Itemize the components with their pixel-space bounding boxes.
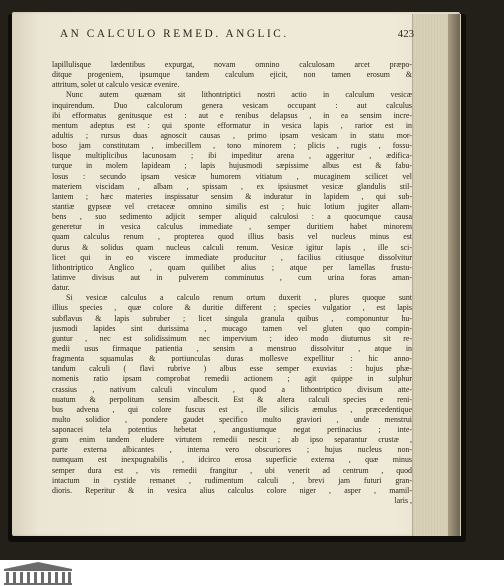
text-line: lithontriptico Anglico , quam quilibet alius ; atque per lamellas frustu-	[52, 262, 412, 272]
text-line: semper dura est , vis remedii frangitur , ubi venerit ad centrum , quod	[52, 465, 412, 475]
text-line: fragmenta squamulas & portiunculas duras mollesve expellitur : hic anno-	[52, 354, 412, 364]
text-line: durus & solidus quam nucleus calculi renum. Vesicæ igitur lapis , ille sci-	[52, 242, 412, 252]
text-line: latimve divisus aut in pulverem comminutus , cum urina foras aman-	[52, 272, 412, 282]
text-line: inquirendum. Duo calculorum genera vesicam occupant : aut calculus	[52, 100, 412, 110]
running-title: AN CALCULO REMED. ANGLIC.	[60, 28, 289, 40]
text-line: mentum adeptus est : qui sponte efformatur in vesica lapis , rarior est in	[52, 120, 412, 130]
text-line: multo solidior , pondere gaudet specifico multo graviori , unde menstrui	[52, 414, 412, 424]
text-line: Nunc autem quænam sit lithontriptici nostri actio in calculum vesicæ	[66, 90, 412, 100]
text-line: quam calculus renum , propterea quod illius basis vel nucleus minus est	[52, 232, 412, 242]
text-line: lantem ; hæc materies inspissatur sensim & induratur in lapidem , qui sub-	[52, 191, 412, 201]
text-line: ibi efformatus genitusque est : aut e renibus delapsus , in ea sensim incre-	[52, 110, 412, 120]
text-line: parte externa albicantes , interna vero obscuriores ; hujus nucleus non-	[52, 445, 412, 455]
text-line: licet qui in eo viscere immediate producitur , facilius citiusque dissolvitur	[52, 252, 412, 262]
text-line: tandum calculi ( flavi rubrive ) albus esse semper exuvias : hujus phæ-	[52, 364, 412, 374]
text-line: losus : secundo ipsam vesicæ humorem vitiatum , mucaginem scilicet vel	[52, 171, 412, 181]
footer-bar	[0, 560, 504, 586]
text-line: subflavus & lapis subruber ; licet singula granula quibus , componuntur hu-	[52, 313, 412, 323]
text-line: lisque multiplicibus lacunosam ; ibi impeditur arena , aggeritur , ædifica-	[52, 151, 412, 161]
text-line: stantiæ gypseæ vel cretaceæ omnino similis est ; huic lotium jugiter allam-	[52, 201, 412, 211]
text-line: boso jam constitutam , imbecillem , tono minorem ; plicis , rugis , fossu-	[52, 141, 412, 151]
text-line: jusmodi lapides sint durissima , mucago tamen vel gluten quo compin-	[52, 323, 412, 333]
text-line: turque in molem lapideam ; lapis hujusmodi sæpissime albus est & fabu-	[52, 161, 412, 171]
text-line: numquam est inexpugnabilis , idcirco erosa superficie externa , quæ minus	[52, 455, 412, 465]
text-line: crassius , nativum calculi vinculum , quod a lithontriptico divisum atte-	[52, 384, 412, 394]
text-line: dioris. Reperitur & in vesica alius calculus colore niger , asper , mamil-	[52, 485, 412, 495]
text-line: Si vesicæ calculus a calculo renum ortum duxerit , plures quoque sunt	[66, 293, 412, 303]
text-line: generetur in vesica calculus immediate , semper duritiem habet minorem	[52, 222, 412, 232]
body-text	[52, 60, 412, 506]
text-line: saponacei tela potentius hebetat , angustiumque negat pertinacius ; inte-	[52, 425, 412, 435]
text-line: bus advena , qui colore fuscus est , ille silicis æmulus , præcedentique	[52, 404, 412, 414]
page-text-block	[52, 28, 412, 506]
library-building-logo-icon	[2, 560, 74, 586]
text-line: intactum in cystide remanet , rudimentum calculi , brevi jam futuri gran-	[52, 475, 412, 485]
running-head	[52, 28, 412, 54]
text-line: attritum, solet ut calculo vesicæ evenire.	[52, 80, 180, 90]
text-line: medii usus firmaque patientia , sensim a menstruo dissolvitur , atque in	[52, 343, 412, 353]
text-line: lapillulisque lædentibus expurgat, novam omnino calculosam arcet præpo-	[52, 60, 412, 69]
text-line: laris ,	[394, 496, 412, 506]
page-number: 423	[397, 28, 414, 40]
text-line: nomenis ratio ipsam comprobat remedii actionem ; agit quippe in sulphur	[52, 374, 412, 384]
text-line: materiem viscidam , albam , spissam , ex ipsiusmet vesicæ glandulis stil-	[52, 181, 412, 191]
text-line: gram enim tandem eludere virtutem remedii nescit ; ab ipso separantur crustæ ,	[52, 435, 412, 445]
text-line: ditque progeniem, ipsumque tandem calculum ejicit, non tamen erosum &	[52, 70, 412, 80]
text-line: nuatum & perpolitum sensim albescit. Est & altera calculi species e reni-	[52, 394, 412, 404]
text-line: datur.	[52, 283, 70, 293]
text-line: illius species , quæ colore & duritie different ; species vulgatior , est lapis	[52, 303, 412, 313]
text-line: bens , suo sedimento adjicit semper aliquid calculosi : a quocumque causa	[52, 212, 412, 222]
text-line: adultis ; rursus duas agnoscit causas , primo ipsam vesicam in statu mor-	[52, 130, 412, 140]
text-line: guntur , nec est solidissimum nec impervium ; ideo modo diuturnus sit re-	[52, 333, 412, 343]
book-fore-edge-shadow	[448, 14, 460, 536]
